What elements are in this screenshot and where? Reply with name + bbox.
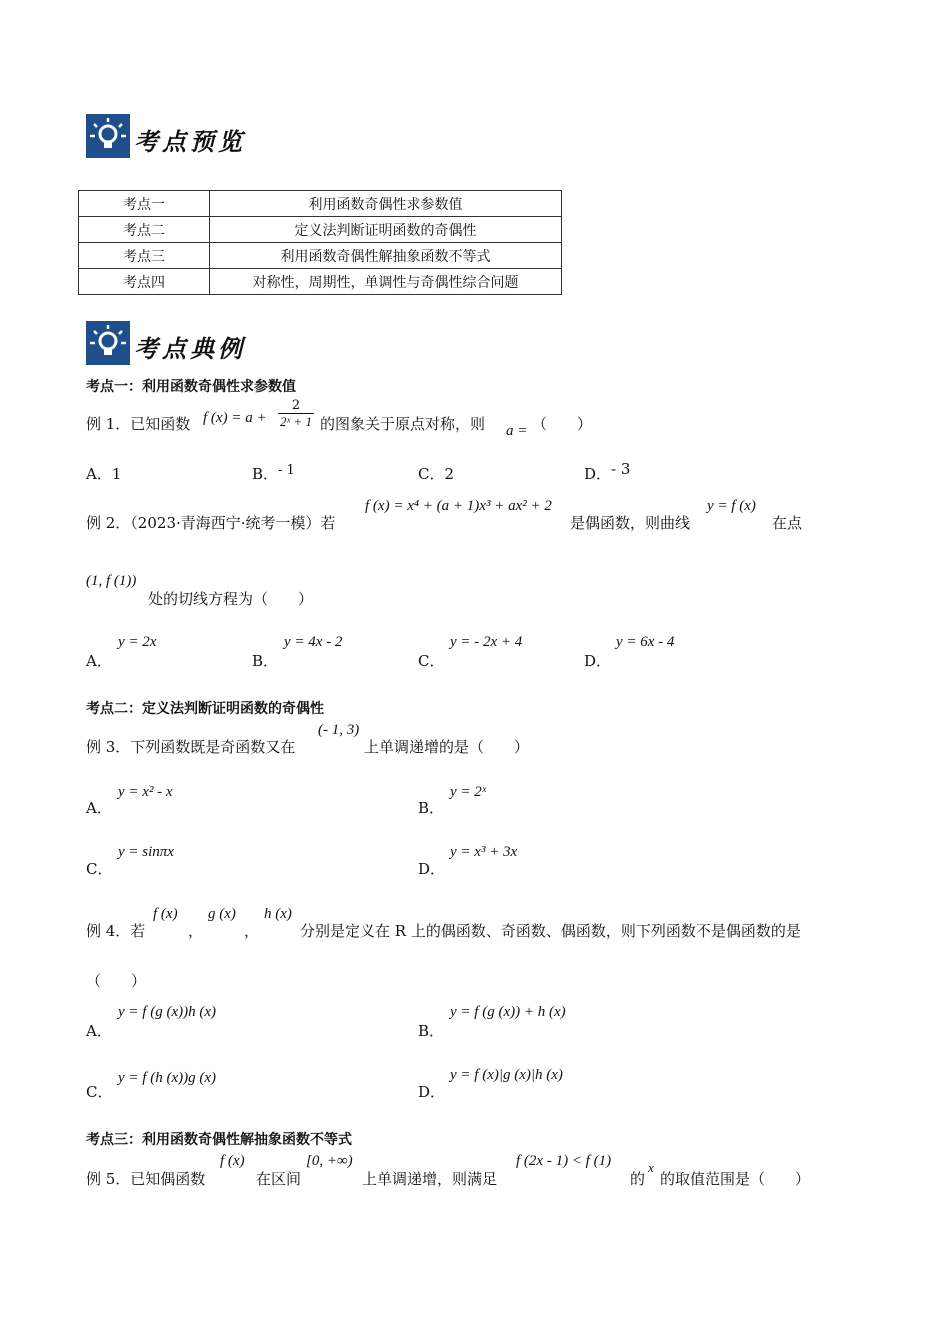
frac-numerator: 2	[278, 398, 314, 414]
ex2-option-a: A．	[86, 652, 112, 670]
ex1-formula: f (x) = a +	[203, 410, 267, 426]
ex1-option-c: C．2	[418, 465, 455, 483]
ex1-fraction	[278, 398, 314, 430]
row-topic: 利用函数奇偶性解抽象函数不等式	[210, 243, 562, 269]
ex4-prefix: 例 4．若	[86, 922, 146, 940]
ex2-option-c: C．	[418, 652, 445, 670]
overview-table	[78, 190, 562, 295]
ex4-comma: ，	[188, 922, 204, 940]
row-label: 考点一	[79, 191, 210, 217]
section-title: 考点一：利用函数奇偶性求参数值	[86, 379, 296, 395]
ex4-comma: ，	[244, 922, 260, 940]
ex2-end: 在点	[772, 514, 803, 532]
ex5-mid3: 的	[630, 1170, 646, 1188]
ex3-suffix: 上单调递增的是（ ）	[364, 738, 530, 756]
ex1-option-b: B．- 1	[252, 463, 295, 483]
ex5-mid2: 上单调递增，则满足	[362, 1170, 498, 1188]
table-row	[79, 269, 562, 295]
ex2-point: (1, f (1))	[86, 573, 137, 589]
ex2-option-d: D．	[584, 652, 612, 670]
ex3-option-c: C．	[86, 860, 113, 878]
table-row	[79, 243, 562, 269]
section-title: 考点三：利用函数奇偶性解抽象函数不等式	[86, 1132, 352, 1148]
ex4-h: h (x)	[264, 906, 292, 922]
ex1-tail: （ ）	[532, 415, 593, 433]
ex3-option-a: A．	[86, 799, 112, 817]
header-title-examples: 考点典例	[134, 334, 246, 363]
ex5-f: f (x)	[220, 1153, 245, 1169]
ex1-tail-math: a =	[506, 423, 528, 439]
ex3-option-d-text: y = x³ + 3x	[450, 844, 518, 860]
ex5-prefix: 例 5．已知偶函数	[86, 1170, 206, 1188]
ex2-mid: 是偶函数，则曲线	[570, 514, 691, 532]
ex2-line2: 处的切线方程为（ ）	[148, 590, 314, 608]
bulb-icon	[86, 321, 130, 365]
ex2-option-d-text: y = 6x - 4	[616, 634, 675, 650]
ex5-inequality: f (2x - 1) < f (1)	[516, 1153, 612, 1169]
ex3-option-c-text: y = sinπx	[118, 844, 174, 860]
row-topic: 定义法判断证明函数的奇偶性	[210, 217, 562, 243]
table-row	[79, 191, 562, 217]
ex4-suffix: 分别是定义在 R 上的偶函数、奇函数、偶函数，则下列函数不是偶函数的是	[300, 922, 801, 940]
row-label: 考点四	[79, 269, 210, 295]
ex4-option-d-text: y = f (x)|g (x)|h (x)	[450, 1067, 563, 1083]
ex1-prefix: 例 1．已知函数	[86, 415, 191, 433]
ex4-option-b-text: y = f (g (x)) + h (x)	[450, 1004, 566, 1020]
ex2-option-a-text: y = 2x	[118, 634, 157, 650]
row-label: 考点二	[79, 217, 210, 243]
ex2-option-c-text: y = - 2x + 4	[450, 634, 523, 650]
header-title-preview: 考点预览	[134, 127, 246, 156]
bulb-icon	[86, 114, 130, 158]
ex5-x: x	[648, 1160, 654, 1175]
ex3-prefix: 例 3．下列函数既是奇函数又在	[86, 738, 296, 756]
ex4-option-d: D．	[418, 1083, 446, 1101]
ex4-f: f (x)	[153, 906, 178, 922]
ex4-option-b: B．	[418, 1022, 445, 1040]
ex4-option-c: C．	[86, 1083, 113, 1101]
ex4-option-c-text: y = f (h (x))g (x)	[118, 1070, 216, 1086]
ex2-option-b: B．	[252, 652, 279, 670]
table-row	[79, 217, 562, 243]
ex2-curve: y = f (x)	[707, 498, 756, 514]
ex1-suffix: 的图象关于原点对称，则	[320, 415, 486, 433]
ex1-option-d: D．- 3	[584, 460, 631, 483]
ex3-option-a-text: y = x² - x	[118, 784, 173, 800]
ex3-option-d: D．	[418, 860, 446, 878]
row-label: 考点三	[79, 243, 210, 269]
ex4-option-a-text: y = f (g (x))h (x)	[118, 1004, 216, 1020]
row-topic: 对称性，周期性，单调性与奇偶性综合问题	[210, 269, 562, 295]
ex2-prefix: 例 2．（2023·青海西宁·统考一模）若	[86, 514, 336, 532]
frac-denominator: 2ˣ + 1	[280, 414, 312, 429]
ex2-option-b-text: y = 4x - 2	[284, 634, 343, 650]
ex2-formula: f (x) = x⁴ + (a + 1)x³ + ax² + 2	[365, 498, 552, 514]
ex1-option-a: A．1	[86, 465, 122, 483]
ex4-option-a: A．	[86, 1022, 112, 1040]
row-topic: 利用函数奇偶性求参数值	[210, 191, 562, 217]
ex5-suffix: 的取值范围是（ ）	[660, 1170, 811, 1188]
ex4-g: g (x)	[208, 906, 236, 922]
ex3-interval: (- 1, 3)	[318, 722, 360, 738]
section-title: 考点二：定义法判断证明函数的奇偶性	[86, 701, 324, 717]
ex4-line2: （ ）	[86, 972, 147, 990]
ex5-mid1: 在区间	[256, 1170, 302, 1188]
ex5-interval: [0, +∞)	[306, 1153, 353, 1169]
ex3-option-b-text: y = 2ˣ	[450, 784, 487, 800]
ex3-option-b: B．	[418, 799, 445, 817]
